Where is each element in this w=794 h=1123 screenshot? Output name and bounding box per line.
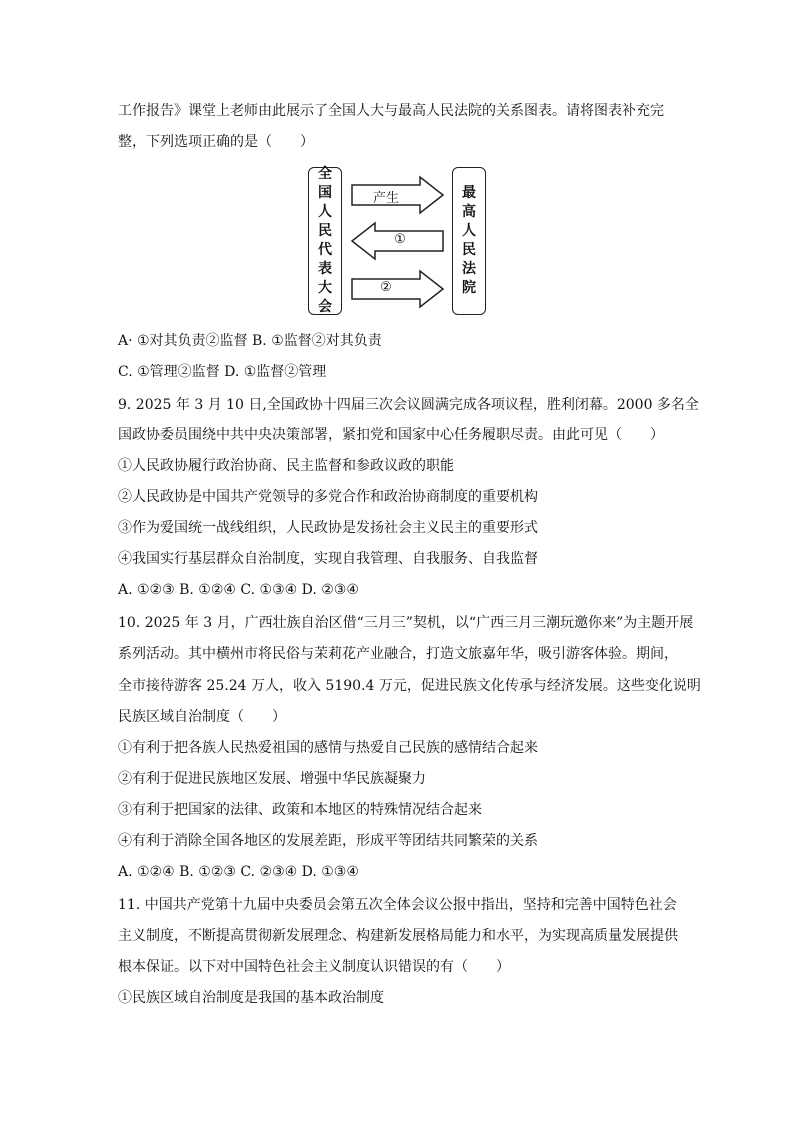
statement-item: ④有利于消除全国各地区的发展差距，形成平等团结共同繁荣的关系 xyxy=(118,833,538,849)
arrow-label-1: ① xyxy=(394,232,406,247)
answer-options: A. ①②③ B. ①②④ C. ①③④ D. ②③④ xyxy=(118,582,359,598)
supreme-court-box xyxy=(452,167,486,315)
answer-options: A· ①对其负责②监督 B. ①监督②对其负责 xyxy=(118,333,382,349)
statement-item: ③有利于把国家的法律、政策和本地区的特殊情况结合起来 xyxy=(118,802,482,818)
answer-options: C. ①管理②监督 D. ①监督②管理 xyxy=(118,364,327,380)
box-char: 代 xyxy=(318,242,332,258)
box-char: 全 xyxy=(318,166,332,182)
box-char: 大 xyxy=(318,280,332,296)
statement-item: ①民族区域自治制度是我国的基本政治制度 xyxy=(118,990,384,1006)
box-char: 民 xyxy=(462,242,476,258)
answer-options: A. ①②④ B. ①②③ C. ②③④ D. ①③④ xyxy=(118,864,359,880)
question-11-text: 主义制度，不断提高贯彻新发展理念、构建新发展格局能力和水平，为实现高质量发展提供 xyxy=(118,928,678,944)
text-line: 工作报告》课堂上老师由此展示了全国人大与最高人民法院的关系图表。请将图表补充完 xyxy=(118,103,664,119)
box-char: 国 xyxy=(318,185,332,201)
question-10-text: 全市接待游客 25.24 万人，收入 5190.4 万元，促进民族文化传承与经济发展。这些变化说明 xyxy=(118,678,701,694)
box-char: 高 xyxy=(462,204,476,220)
statement-item: ①有利于把各族人民热爱祖国的感情与热爱自己民族的感情结合起来 xyxy=(118,740,538,756)
npc-box xyxy=(308,167,342,315)
question-10-text: 民族区域自治制度（ ） xyxy=(118,709,286,725)
statement-item: ④我国实行基层群众自治制度，实现自我管理、自我服务、自我监督 xyxy=(118,551,538,567)
statement-item: ①人民政协履行政治协商、民主监督和参政议政的职能 xyxy=(118,458,454,474)
box-char: 人 xyxy=(318,204,332,220)
box-char: 院 xyxy=(462,280,476,296)
text-line: 整，下列选项正确的是（ ） xyxy=(118,134,314,150)
question-10-text: 系列活动。其中横州市将民俗与茉莉花产业融合，打造文旅嘉年华，吸引游客体验。期间， xyxy=(118,646,678,662)
box-char: 会 xyxy=(318,299,332,315)
question-9-text: 国政协委员围绕中共中央决策部署，紧扣党和国家中心任务履职尽责。由此可见（ ） xyxy=(118,427,664,443)
box-char: 表 xyxy=(318,261,332,277)
box-char: 人 xyxy=(462,223,476,239)
box-char: 民 xyxy=(318,223,332,239)
question-11-text: 根本保证。以下对中国特色社会主义制度认识错误的有（ ） xyxy=(118,959,510,975)
statement-item: ②人民政协是中国共产党领导的多党合作和政治协商制度的重要机构 xyxy=(118,489,538,505)
question-10-text: 10. 2025 年 3 月，广西壮族自治区借“三月三”契机，以“广西三月三潮玩邀你来”为主题开展 xyxy=(118,615,694,631)
box-char: 最 xyxy=(462,185,476,201)
box-char: 法 xyxy=(462,261,476,277)
question-11-text: 11. 中国共产党第十九届中央委员会第五次全体会议公报中指出，坚持和完善中国特色社会 xyxy=(118,897,677,913)
question-9-text: 9. 2025 年 3 月 10 日,全国政协十四届三次会议圆满完成各项议程，胜利闭幕。2000 多名全 xyxy=(118,397,699,413)
statement-item: ③作为爱国统一战线组织，人民政协是发扬社会主义民主的重要形式 xyxy=(118,520,538,536)
statement-item: ②有利于促进民族地区发展、增强中华民族凝聚力 xyxy=(118,771,426,787)
arrow-label-2: ② xyxy=(380,280,392,295)
arrow-label-produce: 产生 xyxy=(372,191,399,206)
relationship-diagram xyxy=(308,167,488,317)
